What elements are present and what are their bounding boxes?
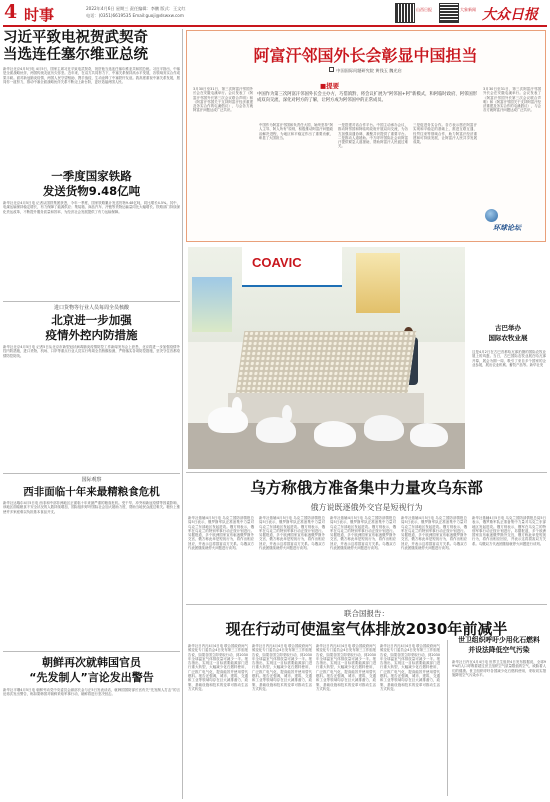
duck <box>282 405 292 423</box>
badge-label: 大象新闻 <box>460 7 476 12</box>
byline-box-icon <box>329 67 334 72</box>
feature-byline <box>187 67 544 74</box>
column-label: 环球论坛 <box>493 224 521 232</box>
masthead-rule <box>3 25 547 27</box>
section-title: 时事 <box>24 6 55 24</box>
qr-code-icon <box>396 4 414 22</box>
feature-box <box>186 30 546 242</box>
un-kicker: 联合国报告： <box>344 609 389 618</box>
food-headline: 西非面临十年来最精粮食危机 <box>23 486 160 498</box>
who-headline: 世卫组织呼吁少用化石燃料 <box>458 636 540 644</box>
section-divider <box>186 472 547 473</box>
duck <box>314 421 356 447</box>
beijing-kicker: 进口货物等行业人员每周全员核酸 <box>53 305 129 311</box>
section-divider <box>3 651 180 652</box>
duck <box>364 415 404 441</box>
who-headline: 并设法降低空气污染 <box>468 646 530 654</box>
duck <box>410 423 448 447</box>
summary-label: ■提要 <box>320 82 340 90</box>
rail-headline: 一季度国家铁路 <box>51 169 132 183</box>
rail-body: 新华社北京4月5日电 记者从国铁集团获悉，今年一季度，国家铁路累计发送货物9.48亿吨，同比增长4.5%。其中，电煤运输保持稳定增长，有力保障了能源供应；集装箱、商品汽车、冷链等货物运输量同比大幅增长。铁路部门持续深化货运改革，不断提升服务质量和效率，为经济社会发展提供了有力运输保障。 <box>3 201 180 214</box>
russia-body-col2: 新华社基辅4月5日电 乌克兰国防部情报总局5日表示，俄罗斯军队正准备集中力量对乌克兰东部地区发起进攻。俄方则表示，俄军在乌克兰的特别军事行动正按计划进行。另据报道，多个欧洲国家宣布驱逐俄罗斯外交官，俄方称此举是短视行为，将作出相应回应，并表示这将损害双方关系。乌俄双方代表团继续就停火问题进行谈判。 <box>259 516 325 551</box>
egg-display <box>236 331 417 393</box>
photo-caption-title: 古巴举办 <box>495 324 521 332</box>
contact-info: 电话：(0351)6619535 Email:guoji@dswxw.com <box>86 13 184 18</box>
photo-caption-title: 国际农牧业展 <box>488 334 528 342</box>
un-body-col4: 新华社日内瓦4月4日电 联合国政府间气候变化专门委员会4日发布第三工作组报告说，如果各国立即采取行动，到2030年全球温室气体排放量可减少一半。报告指出，实现这一目标需要能源部门进行重大转型，大幅减少化石燃料使用，广泛推广电气化，提高能效并使用替代燃料。报告还强调，城市、建筑、交通和工业等领域均存在巨大减排潜力，政策、基础设施和技术的变革可推动生活方式转变。 <box>380 644 440 691</box>
masthead <box>0 0 550 28</box>
badge-label: 山西日报 <box>416 7 432 12</box>
russia-body-col4: 新华社基辅4月5日电 乌克兰国防部情报总局5日表示，俄罗斯军队正准备集中力量对乌克兰东部地区发起进攻。俄方则表示，俄军在乌克兰的特别军事行动正按计划进行。另据报道，多个欧洲国家宣布驱逐俄罗斯外交官，俄方称此举是短视行为，将作出相应回应，并表示这将损害双方关系。乌俄双方代表团继续就停火问题进行谈判。 <box>401 516 467 551</box>
beijing-body: 新华社北京4月5日电 记者5日从北京市新型冠状病毒肺炎疫情防控工作新闻发布会上获悉，北京将进一步加强疫情外控内防措施，进口货物、机场、口岸等重点行业人员实行每周全员核酸检测，严格落实各项防控措施，坚决守住首都疫情防控防线。 <box>3 345 180 358</box>
feature-body-col1: 3月30日至31日，第三次阿富汗邻国外长会在安徽屯溪举行。会议发表了《阿富汗邻国外长第三次会议联合声明》和《阿富汗邻国关于支持阿富汗经济重建及务实合作的屯溪倡议》，与会各方就阿富汗问题达成广泛共识。 <box>193 87 253 113</box>
feature-headline: 阿富汗邻国外长会彰显中国担当 <box>253 46 478 65</box>
lead-headline: 习近平致电祝贺武契奇 <box>3 30 148 46</box>
who-body: 新华社日内瓦4月4日电 世界卫生组织4日发布数据说，全球99%的人口呼吸着超过世卫组织空气质量限值的空气，威胁着人们的健康。世卫组织呼吁各国减少化石燃料使用，采取切实措施降低空气污染水平。 <box>452 660 546 677</box>
summary-marker-icon: ■ <box>320 82 327 90</box>
section-divider <box>186 604 547 605</box>
food-kicker: 国际观察 <box>81 477 102 483</box>
un-body-col3: 新华社日内瓦4月4日电 联合国政府间气候变化专门委员会4日发布第三工作组报告说，如果各国立即采取行动，到2030年全球温室气体排放量可减少一半。报告指出，实现这一目标需要能源部门进行重大转型，大幅减少化石燃料使用，广泛推广电气化，提高能效并使用替代燃料。报告还强调，城市、建筑、交通和工业等领域均存在巨大减排潜力，政策、基础设施和技术的变革可推动生活方式转变。 <box>316 644 376 691</box>
duck <box>208 407 248 433</box>
lead-body: 新华社北京4月5日电 4月5日，国家主席习近平致电武契奇，祝贺他当选连任塞尔维亚共和国总统。习近平指出，中塞是全面战略伙伴，两国传统友谊历久弥坚。近年来，在双方共同努力下，中塞关系保持高水平发展，各领域务实合作成果丰硕。面对新冠肺炎疫情，两国人民守望相助、携手战疫，生动诠释了中塞铁杆友谊。我高度重视中塞关系发展，愿同你一道努力，推动中塞全面战略伙伴关系不断迈上新台阶，更好造福两国人民。 <box>3 67 180 84</box>
section-divider <box>3 301 180 302</box>
russia-body-col1: 新华社基辅4月5日电 乌克兰国防部情报总局5日表示，俄罗斯军队正准备集中力量对乌克兰东部地区发起进攻。俄方则表示，俄军在乌克兰的特别军事行动正按计划进行。另据报道，多个欧洲国家宣布驱逐俄罗斯外交官，俄方称此举是短视行为，将作出相应回应，并表示这将损害双方关系。乌俄双方代表团继续就停火问题进行谈判。 <box>188 516 254 551</box>
booth-poster <box>192 277 232 332</box>
un-body-col2: 新华社日内瓦4月4日电 联合国政府间气候变化专门委员会4日发布第三工作组报告说，如果各国立即采取行动，到2030年全球温室气体排放量可减少一半。报告指出，实现这一目标需要能源部门进行重大转型，大幅减少化石燃料使用，广泛推广电气化，提高能效并使用替代燃料。报告还强调，城市、建筑、交通和工业等领域均存在巨大减排潜力，政策、基础设施和技术的变革可推动生活方式转变。 <box>252 644 312 691</box>
issue-info: 2022年4月6日 星期三 责任编辑：李鹏 版式：王文红 <box>86 6 186 11</box>
feature-body-col4: 三是促进务实合作。各方表示愿在阿富汗实现和平稳定的基础上，推进互联互通、经贸往来等领域合作，助力阿富汗经济重建和可持续发展，让阿富汗人民共享发展成果。 <box>413 123 477 145</box>
duck <box>232 397 242 415</box>
lead-headline: 当选连任塞尔维亚总统 <box>3 47 148 63</box>
korea-headline: “先发制人”言论发出警告 <box>29 671 154 684</box>
summary-text: 中国作为第三次阿富汗邻国外长会主办方，巧借滇黔、将会议扩展为“阿邻国+阿”新模式，和阿临时政府、阿邻国形成双向交流，深化对阿方的了解，让阿方成为阿邻国中的正常成员。 <box>257 92 477 103</box>
feature-body-col5: 3月30日至31日，第三次阿富汗邻国外长会在安徽屯溪举行。会议发表了《阿富汗邻国外长第三次会议联合声明》和《阿富汗邻国关于支持阿富汗经济重建及务实合作的屯溪倡议》，与会各方就阿富汗问题达成广泛共识。 <box>483 87 541 113</box>
food-body: 新华社达喀尔4月5日电 西非和中部非洲地区正面临十年来最严重的粮食危机。受干旱、冲突和新冠疫情等因素影响，该地区面临粮食不安全状况的人数持续增加，国际组织呼吁国际社会加大援助力度，帮助当地民众渡过难关。粮价上涨使许多家庭难以负担基本食品开支。 <box>3 501 180 514</box>
russia-subheadline: 俄方说既逐俄外交官是短视行为 <box>310 503 423 512</box>
paper-logo: 大众日报 <box>482 7 538 23</box>
korea-body: 新华社平壤4月5日电 朝鲜劳动党中央委员会副部长金与正5日发表谈话，就韩国国防部长官有关“先发制人打击”的言论再次发出警告，称如果韩国对朝鲜采取军事行动，朝鲜将进行坚决回击。 <box>3 688 180 697</box>
korea-headline: 朝鲜再次就韩国官员 <box>42 656 141 669</box>
russia-body-col3: 新华社基辅4月5日电 乌克兰国防部情报总局5日表示，俄罗斯军队正准备集中力量对乌克兰东部地区发起进攻。俄方则表示，俄军在乌克兰的特别军事行动正按计划进行。另据报道，多个欧洲国家宣布驱逐俄罗斯外交官，俄方称此举是短视行为，将作出相应回应，并表示这将损害双方关系。乌俄双方代表团继续就停火问题进行谈判。 <box>330 516 396 551</box>
section-divider <box>3 473 180 474</box>
qr-code-icon <box>440 4 458 22</box>
news-photo <box>188 247 465 469</box>
byline-text: 中国国际问题研究院 黄钱玉 魏光启 <box>336 68 402 73</box>
feature-body-col2: 中国作为阿富汗邻国和负责任大国，始终坚持“阿人主导、阿人所有”原则，积极推动阿富汗问题政治解决进程，为地区和平稳定作出了重要贡献，彰显了大国担当。 <box>259 123 333 140</box>
left-column <box>3 29 180 799</box>
feature-body-col3: 一是搭建对话合作平台。中国主动承办会议，推动阿邻国和阿临时政府开展双向交流，为各方加强沟通协调、凝聚共识提供了重要平台。二是推动人道援助。中方呼吁国际社会向阿富汗提供紧急人道援助，帮助阿富汗人民渡过难关。 <box>338 123 408 149</box>
column-divider <box>182 29 183 799</box>
russia-body-col5: 新华社基辅4月5日电 乌克兰国防部情报总局5日表示，俄罗斯军队正准备集中力量对乌克兰东部地区发起进攻。俄方则表示，俄军在乌克兰的特别军事行动正按计划进行。另据报道，多个欧洲国家宣布驱逐俄罗斯外交官，俄方称此举是短视行为，将作出相应回应，并表示这将损害双方关系。乌俄双方代表团继续就停火问题进行谈判。 <box>472 516 546 546</box>
page-number: 4 <box>4 1 18 23</box>
booth-brand-logo: COAVIC <box>252 255 302 270</box>
rail-headline: 发送货物9.48亿吨 <box>42 184 141 198</box>
column-divider <box>447 640 448 796</box>
russia-headline: 乌方称俄方准备集中力量攻乌东部 <box>250 479 483 497</box>
beijing-headline: 疫情外控内防措施 <box>45 328 138 342</box>
booth-poster <box>356 253 400 313</box>
un-body-col1: 新华社日内瓦4月4日电 联合国政府间气候变化专门委员会4日发布第三工作组报告说，如果各国立即采取行动，到2030年全球温室气体排放量可减少一半。报告指出，实现这一目标需要能源部门进行重大转型，大幅减少化石燃料使用，广泛推广电气化，提高能效并使用替代燃料。报告还强调，城市、建筑、交通和工业等领域均存在巨大减排潜力，政策、基础设施和技术的变革可推动生活方式转变。 <box>188 644 248 691</box>
beijing-headline: 北京进一步加强 <box>51 313 132 327</box>
un-headline: 现在行动可使温室气体排放2030年前减半 <box>225 620 508 638</box>
globe-icon <box>485 209 498 222</box>
photo-caption-body: 这是4月2日在古巴首都哈瓦那拍摄的国际农牧业展上的鸡蛋。当日，古巴国际农牧业展在哈瓦那开幕，展会为期一周，吸引了来自多个国家的企业参展，展出农业机械、畜牧产品等。新华社发 <box>472 350 546 367</box>
